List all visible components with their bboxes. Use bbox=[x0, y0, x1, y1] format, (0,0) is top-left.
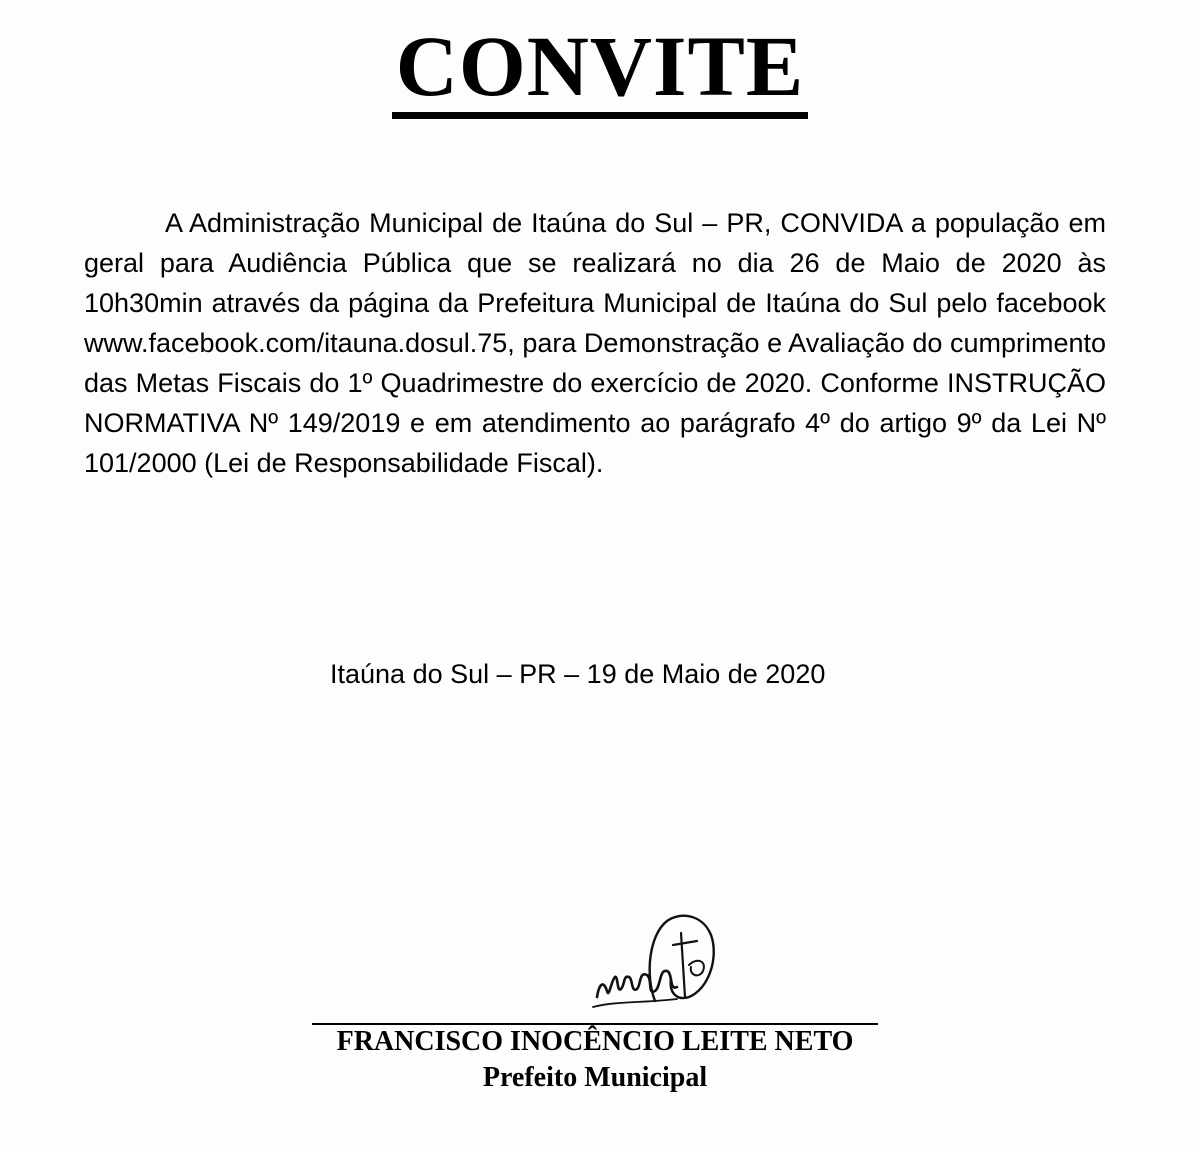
place-date: Itaúna do Sul – PR – 19 de Maio de 2020 bbox=[330, 659, 826, 689]
signer-name: FRANCISCO INOCÊNCIO LEITE NETO bbox=[336, 1026, 854, 1057]
document-title-container bbox=[0, 18, 1200, 119]
invitation-body: A Administração Municipal de Itaúna do Sul – PR, CONVIDA a população em geral para Audiência Pública que se realizará no dia 26 de Maio de 2020 às 10h30min através da página da Prefeitura Municipal de Itaúna do Sul pelo facebook www.facebook.com/itauna.dosul.75, para Demonstração e Avaliação do cumprimento das Metas Fiscais do 1º Quadrimestre do exercício de 2020. Conforme INSTRUÇÃO NORMATIVA Nº 149/2019 e em atendimento ao parágrafo 4º do artigo 9º da Lei Nº 101/2000 (Lei de Responsabilidade Fiscal). bbox=[84, 208, 1106, 478]
handwritten-signature bbox=[585, 905, 725, 1025]
signer-role: Prefeito Municipal bbox=[482, 1062, 708, 1093]
document-title: CONVITE bbox=[392, 22, 808, 119]
